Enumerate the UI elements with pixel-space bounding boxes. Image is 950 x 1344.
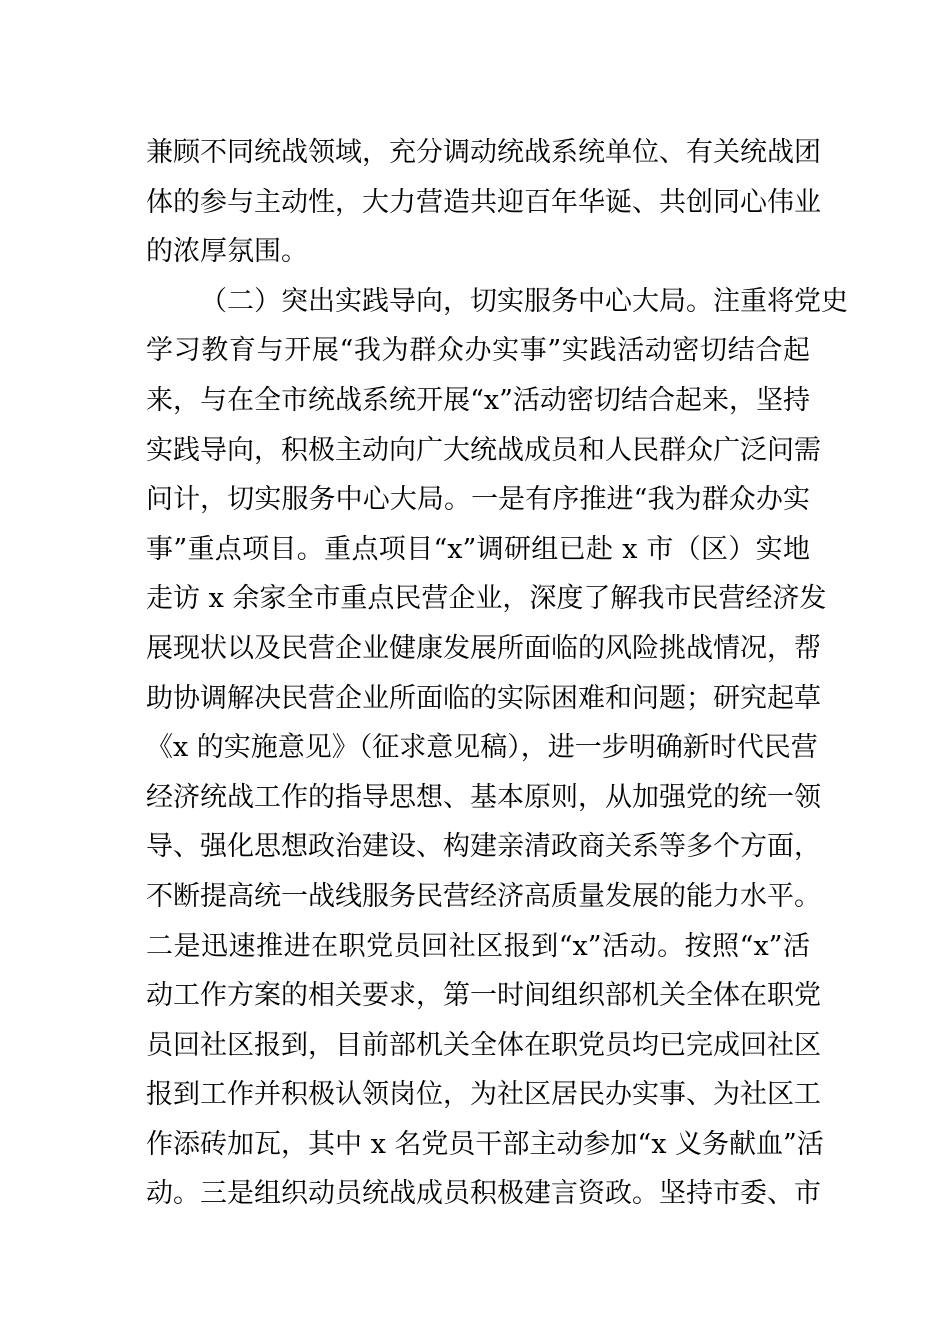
- text-line: 动。三是组织动员统战成员积极建言资政。坚持市委、市: [146, 1178, 821, 1210]
- paragraph-2: [146, 277, 848, 1219]
- text-line: 报到工作并积极认领岗位，为社区居民办实事、为社区工: [146, 1079, 821, 1111]
- paragraph-1: [146, 128, 821, 277]
- text-line: 实践导向，积极主动向广大统战成员和人民群众广泛问需: [146, 434, 821, 466]
- text-line: 导、强化思想政治建设、构建亲清政商关系等多个方面，: [146, 831, 821, 863]
- text-line: 经济统战工作的指导思想、基本原则，从加强党的统一领: [146, 781, 821, 813]
- text-line: 《x 的实施意见》（征求意见稿），进一步明确新时代民营: [146, 732, 818, 764]
- text-line: 走访 x 余家全市重点民营企业，深度了解我市民营经济发: [146, 583, 827, 615]
- text-line: 事”重点项目。重点项目“x”调研组已赴 x 市（区）实地: [146, 533, 810, 565]
- document-body: [146, 128, 848, 1219]
- text-line: 兼顾不同统战领域，充分调动统战系统单位、有关统战团: [146, 137, 821, 168]
- text-line: 助协调解决民营企业所面临的实际困难和问题；研究起草: [146, 682, 821, 714]
- text-line: 动工作方案的相关要求，第一时间组织部机关全体在职党: [146, 980, 821, 1012]
- text-line: 的浓厚氛围。: [146, 236, 308, 268]
- paragraph-heading-line: （二）突出实践导向，切实服务中心大局。注重将党史: [200, 285, 848, 317]
- text-line: 学习教育与开展“我为群众办实事”实践活动密切结合起: [146, 335, 810, 367]
- text-line: 问计，切实服务中心大局。一是有序推进“我为群众办实: [146, 484, 810, 516]
- text-line: 二是迅速推进在职党员回社区报到“x”活动。按照“x”活: [146, 930, 810, 962]
- text-line: 不断提高统一战线服务民营经济高质量发展的能力水平。: [146, 880, 821, 912]
- text-line: 展现状以及民营企业健康发展所面临的风险挑战情况，帮: [146, 632, 821, 664]
- text-line: 员回社区报到，目前部机关全体在职党员均已完成回社区: [146, 1029, 821, 1061]
- text-line: 体的参与主动性，大力营造共迎百年华诞、共创同心伟业: [146, 186, 821, 218]
- text-line: 作添砖加瓦，其中 x 名党员干部主动参加“x 义务献血”活: [146, 1128, 824, 1160]
- text-line: 来，与在全市统战系统开展“x”活动密切结合起来，坚持: [146, 384, 810, 416]
